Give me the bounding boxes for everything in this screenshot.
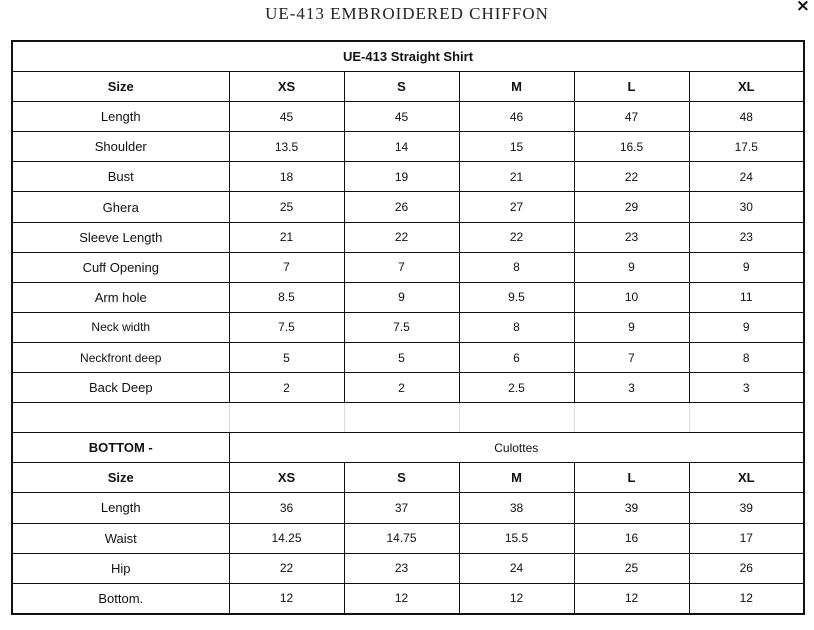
size-chart-table	[11, 40, 805, 615]
size-header: XL	[689, 72, 804, 102]
table-cell: 15	[459, 132, 574, 162]
table-cell: 22	[229, 553, 344, 583]
table-cell: 14.75	[344, 523, 459, 553]
table-row	[12, 373, 804, 403]
size-header: XS	[229, 72, 344, 102]
table-cell: 23	[344, 553, 459, 583]
table-cell: 5	[229, 342, 344, 372]
table-cell: 14.25	[229, 523, 344, 553]
table-cell: 2.5	[459, 373, 574, 403]
page-title: UE-413 EMBROIDERED CHIFFON	[265, 4, 549, 23]
table-cell: 22	[574, 162, 689, 192]
table-cell: 7.5	[229, 312, 344, 342]
table-cell: 18	[229, 162, 344, 192]
table-cell: 17.5	[689, 132, 804, 162]
close-icon[interactable]: ×	[795, 0, 810, 16]
table-cell: 22	[459, 222, 574, 252]
table-cell: 19	[344, 162, 459, 192]
bottom-label: BOTTOM -	[12, 433, 229, 463]
table-cell: 12	[229, 583, 344, 614]
size-header: L	[574, 463, 689, 493]
table-cell: 8.5	[229, 282, 344, 312]
table-cell: 12	[574, 583, 689, 614]
table-cell: 39	[574, 493, 689, 523]
table-cell: 3	[574, 373, 689, 403]
table-cell: 21	[229, 222, 344, 252]
table-cell: 9	[689, 252, 804, 282]
size-header: XS	[229, 463, 344, 493]
shirt-heading-row	[12, 41, 804, 72]
row-label: Sleeve Length	[12, 222, 229, 252]
empty-cell	[574, 403, 689, 433]
table-cell: 9	[689, 312, 804, 342]
table-cell: 7.5	[344, 312, 459, 342]
table-row	[12, 312, 804, 342]
empty-cell	[229, 403, 344, 433]
table-cell: 3	[689, 373, 804, 403]
table-row	[12, 132, 804, 162]
table-cell: 30	[689, 192, 804, 222]
table-cell: 23	[689, 222, 804, 252]
table-cell: 5	[344, 342, 459, 372]
bottom-type: Culottes	[229, 433, 804, 463]
table-cell: 36	[229, 493, 344, 523]
empty-cell	[12, 403, 229, 433]
table-cell: 9	[574, 252, 689, 282]
table-row	[12, 252, 804, 282]
table-cell: 29	[574, 192, 689, 222]
table-cell: 10	[574, 282, 689, 312]
table-cell: 16	[574, 523, 689, 553]
table-row	[12, 342, 804, 372]
size-header: M	[459, 72, 574, 102]
table-cell: 6	[459, 342, 574, 372]
table-cell: 25	[229, 192, 344, 222]
table-cell: 17	[689, 523, 804, 553]
row-label: Bottom.	[12, 583, 229, 614]
row-label: Length	[12, 493, 229, 523]
bottom-size-header-row	[12, 463, 804, 493]
size-header-label: Size	[12, 72, 229, 102]
table-row	[12, 102, 804, 132]
table-cell: 2	[229, 373, 344, 403]
table-cell: 24	[459, 553, 574, 583]
size-header-label: Size	[12, 463, 229, 493]
table-cell: 45	[229, 102, 344, 132]
table-cell: 9.5	[459, 282, 574, 312]
table-cell: 8	[459, 312, 574, 342]
table-cell: 12	[459, 583, 574, 614]
table-row	[12, 222, 804, 252]
row-label: Cuff Opening	[12, 252, 229, 282]
row-label: Waist	[12, 523, 229, 553]
row-label: Back Deep	[12, 373, 229, 403]
table-cell: 22	[344, 222, 459, 252]
table-row	[12, 282, 804, 312]
empty-cell	[344, 403, 459, 433]
table-cell: 39	[689, 493, 804, 523]
empty-cell	[459, 403, 574, 433]
table-row	[12, 192, 804, 222]
row-label: Neck width	[12, 312, 229, 342]
table-cell: 21	[459, 162, 574, 192]
table-cell: 9	[574, 312, 689, 342]
table-cell: 11	[689, 282, 804, 312]
table-cell: 12	[344, 583, 459, 614]
table-cell: 7	[229, 252, 344, 282]
row-label: Arm hole	[12, 282, 229, 312]
table-row	[12, 583, 804, 614]
size-header: XL	[689, 463, 804, 493]
table-row	[12, 162, 804, 192]
row-label: Shoulder	[12, 132, 229, 162]
table-row	[12, 523, 804, 553]
table-cell: 8	[459, 252, 574, 282]
size-header: L	[574, 72, 689, 102]
row-label: Bust	[12, 162, 229, 192]
table-cell: 7	[344, 252, 459, 282]
table-cell: 7	[574, 342, 689, 372]
row-label: Neckfront deep	[12, 342, 229, 372]
table-cell: 48	[689, 102, 804, 132]
table-cell: 25	[574, 553, 689, 583]
shirt-heading: UE-413 Straight Shirt	[12, 41, 804, 72]
row-label: Ghera	[12, 192, 229, 222]
size-header: S	[344, 463, 459, 493]
table-cell: 9	[344, 282, 459, 312]
table-cell: 13.5	[229, 132, 344, 162]
table-cell: 23	[574, 222, 689, 252]
table-cell: 8	[689, 342, 804, 372]
table-cell: 46	[459, 102, 574, 132]
table-cell: 37	[344, 493, 459, 523]
table-cell: 45	[344, 102, 459, 132]
table-cell: 16.5	[574, 132, 689, 162]
table-cell: 26	[689, 553, 804, 583]
table-cell: 47	[574, 102, 689, 132]
table-cell: 38	[459, 493, 574, 523]
row-label: Hip	[12, 553, 229, 583]
table-cell: 27	[459, 192, 574, 222]
table-cell: 12	[689, 583, 804, 614]
table-row	[12, 553, 804, 583]
table-cell: 26	[344, 192, 459, 222]
table-cell: 15.5	[459, 523, 574, 553]
size-header: S	[344, 72, 459, 102]
table-row	[12, 493, 804, 523]
size-header: M	[459, 463, 574, 493]
bottom-heading-row	[12, 433, 804, 463]
table-cell: 24	[689, 162, 804, 192]
empty-cell	[689, 403, 804, 433]
shirt-size-header-row	[12, 72, 804, 102]
table-cell: 14	[344, 132, 459, 162]
spacer-row	[12, 403, 804, 433]
table-cell: 2	[344, 373, 459, 403]
row-label: Length	[12, 102, 229, 132]
